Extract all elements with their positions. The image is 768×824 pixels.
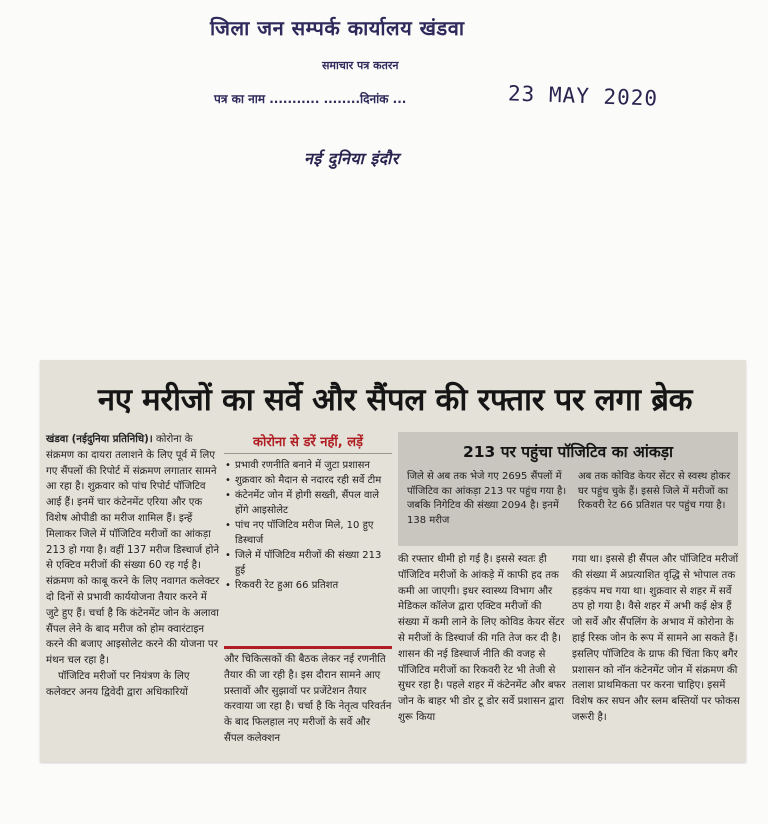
article-column-1 [46,432,220,701]
highlight-item: • जिले में पॉजिटिव मरीजों की संख्या 213 हुई [224,548,392,578]
highlight-item: • शुक्रवार को मैदान से नदारद रही सर्वे टीम [224,473,392,488]
sidebar-heading: कोरोना से डरें नहीं, लड़ें [224,432,392,454]
article-paragraph: पॉजिटिव मरीजों पर नियंत्रण के लिए कलेक्टर अनय द्विवेदी द्वारा अधिकारियों [46,670,190,698]
highlight-item: • प्रभावी रणनीति बनाने में जुटा प्रशासन [224,458,392,473]
newspaper-name: नई दुनिया इंदौर [304,149,399,168]
sidebar-highlights [224,432,392,593]
article-headline: नए मरीजों का सर्वे और सैंपल की रफ्तार पर लगा ब्रेक [97,382,693,418]
boxed-story-column-2: अब तक कोविड केयर सेंटर से स्वस्थ होकर घर पहुंच चुके हैं। इससे जिले में मरीजों का रिकवरी रेट 66 प्रतिशत पर पहुंच गया है। [578,471,731,511]
highlights-list [224,458,392,593]
boxed-story-heading: 213 पर पहुंचा पॉजिटिव का आंकड़ा [462,443,674,461]
boxed-story [398,432,738,546]
boxed-story-column-1: जिले से अब तक भेजे गए 2695 सैंपलों में पॉजिटिव का आंकड़ा 213 पर पहुंच गया है। जबकि निगेटिव की संख्या 2094 है। इनमें 138 मरीज [407,471,567,526]
highlight-item: • कंटेनमेंट जोन में होगी सख्ती, सैंपल वाले होंगे आइसोलेट [224,488,392,518]
highlight-item: • पांच नए पॉजिटिव मरीज मिले, 10 हुए डिस्चार्ज [224,518,392,548]
divider-rule [224,646,392,649]
newspaper-clipping [40,360,746,762]
article-paragraph: कोरोना के संक्रमण का दायरा तलाशने के लिए पूर्व में लिए गए सैंपलों की रिपोर्ट में संक्रमण लगातार सामने आ रहा है। शुक्रवार को पांच रिपोर्ट पॉजिटिव आई हैं। इनमें चार कंटेनमेंट एरिया और एक विशेष ओपीडी का मरीज शामिल हैं। इन्हें मिलाकर जिले में पॉजिटिव मरीजों का आंकड़ा 213 हो गया है। वहीं 137 मरीज डिस्चार्ज होने से एक्टिव मरीजों की संख्या 60 रह गई है। संक्रमण को काबू करने के लिए नवागत कलेक्टर दो दिनों से प्रभावी कार्ययोजना तैयार करने में जुटे हुए हैं। चर्चा है कि कंटेनमेंट जोन के अलावा सैंपल लेने के बाद मरीज को होम क्वारंटाइन करने की बजाए आइसोलेट करने की योजना पर मंथन चल रहा है। [46,434,220,667]
stamp-paper-label: पत्र का नाम ........... ........दिनांक ... [214,92,407,106]
article-column-4: गया था। इससे ही सैंपल और पॉजिटिव मरीजों की संख्या में अप्रत्याशित वृद्धि से भोपाल तक हड़कंप मच गया था। शुक्रवार से शहर में सर्वे ठप हो गया है। वैसे शहर में अभी कई क्षेत्र हैं जो सर्वे और सैंपलिंग के अभाव में कोरोना के हाई रिस्क जोन के रूप में सामने आ सकते हैं। इसलिए पॉजिटिव के ग्राफ की चिंता किए बगैर प्रशासन को नॉन कंटेनमेंट जोन में संक्रमण की तलाश प्राथमिकता पर करना चाहिए। इसमें विशेष कर सघन और स्लम बस्तियों पर फोकस जरूरी है। [572,554,740,723]
highlight-item: • रिकवरी रेट हुआ 66 प्रतिशत [224,578,392,593]
stamp-date: 23 MAY 2020 [507,81,659,111]
stamp-subtitle: समाचार पत्र कतरन [322,59,399,72]
article-dateline: खंडवा (नईदुनिया प्रतिनिधि)। [46,434,153,445]
article-column-2: और चिकित्सकों की बैठक लेकर नई रणनीति तैयार की जा रही है। इस दौरान सामने आए प्रस्तावों और सुझावों पर प्रजेंटेशन तैयार करवाया जा रहा है। चर्चा है कि नेतृत्व परिवर्तन के बाद फिलहाल नए मरीजों के सर्वे और सैंपल कलेक्शन [224,654,392,744]
article-column-3: की रफ्तार धीमी हो गई है। इससे स्वतः ही पॉजिटिव मरीजों के आंकड़े में काफी हद तक कमी आ जाएगी। इधर स्वास्थ्य विभाग और मेडिकल कॉलेज द्वारा एक्टिव मरीजों की संख्या में कमी लाने के लिए कोविड केयर सेंटर से मरीजों के डिस्चार्ज की गति तेज कर दी है। शासन की नई डिस्चार्ज नीति की वजह से पॉजिटिव मरीजों का रिकवरी रेट भी तेजी से सुधर रहा है। पहले शहर में कंटेनमेंट और बफर जोन के बाहर भी डोर टू डोर सर्वे प्रशासन द्वारा शुरू किया [398,554,566,723]
office-stamp-title: जिला जन सम्पर्क कार्यालय खंडवा [210,16,465,40]
